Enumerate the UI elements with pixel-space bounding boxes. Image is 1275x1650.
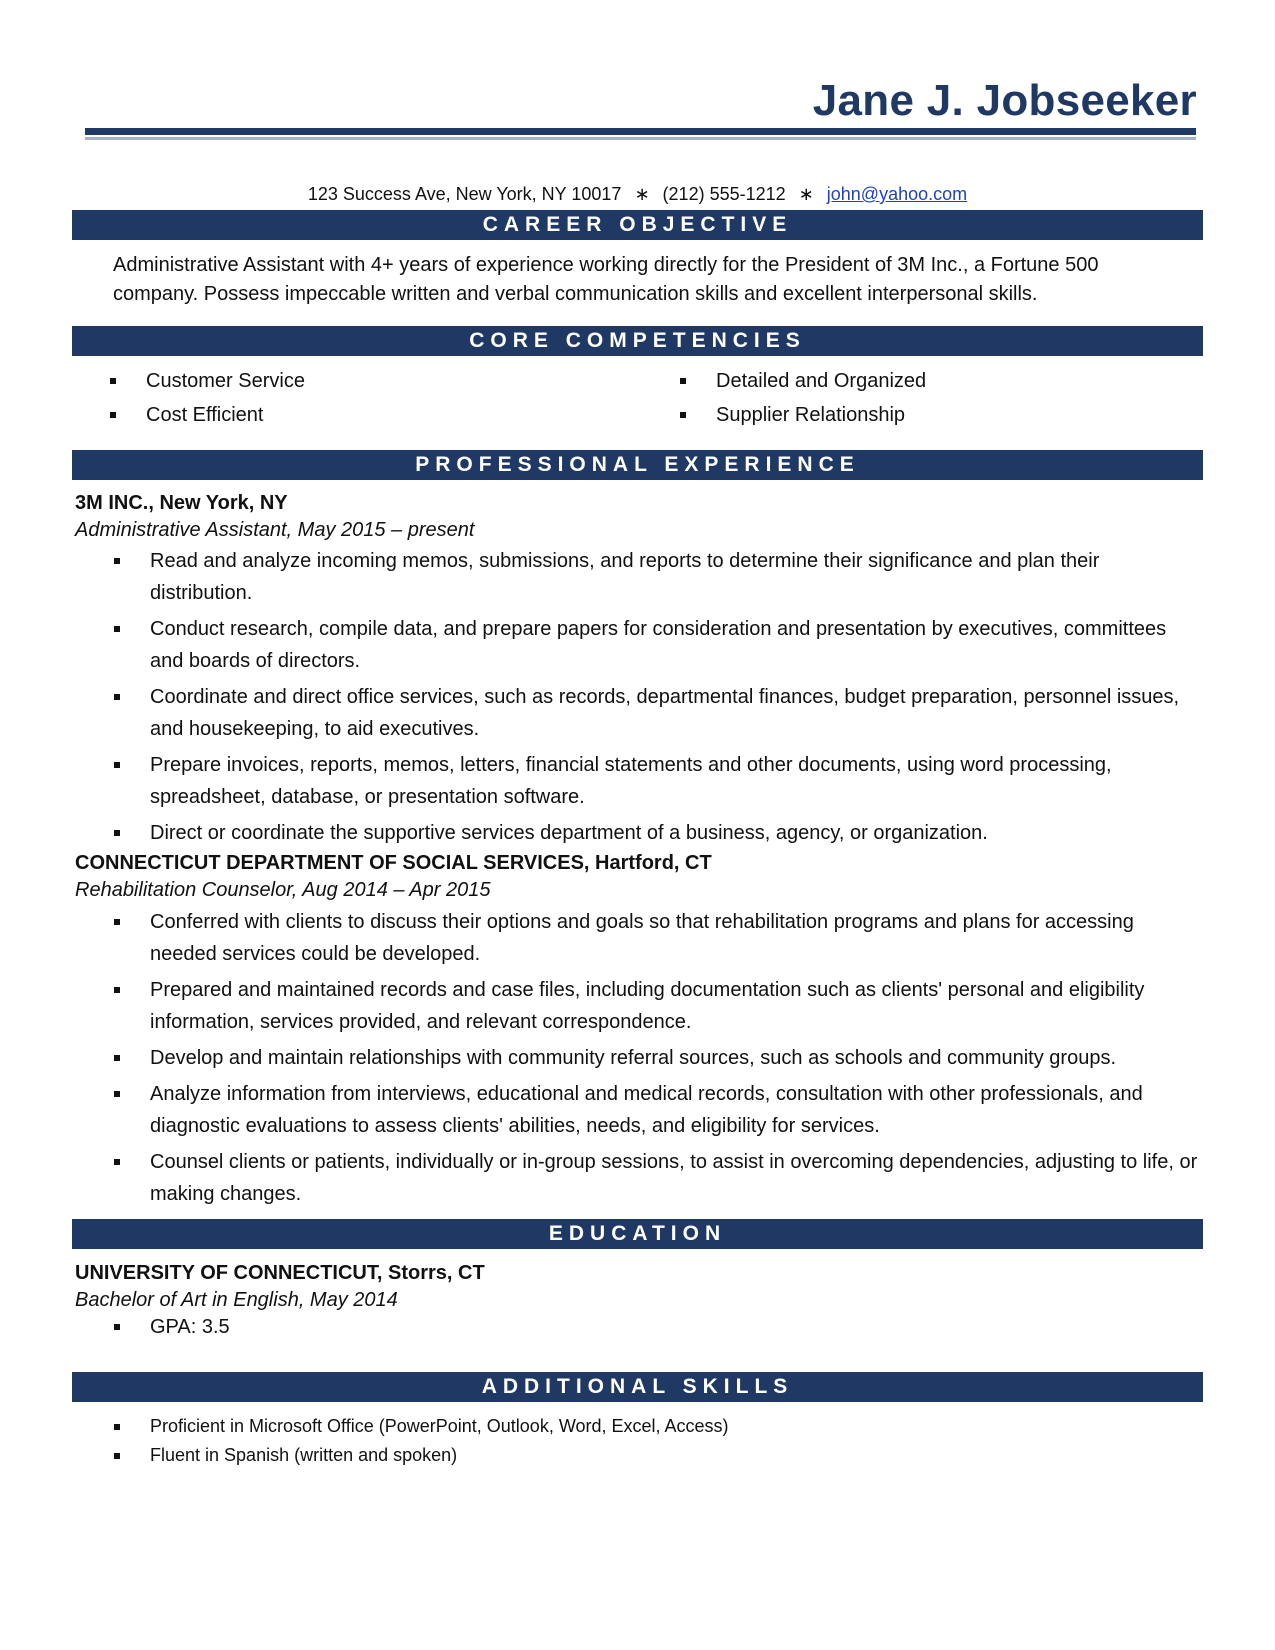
duty-text: Conferred with clients to discuss their options and goals so that rehabilitation programs and plans for accessing needed services could be developed. (150, 911, 1134, 965)
skills-list (114, 1412, 1114, 1470)
list-item (110, 364, 630, 398)
degree: Bachelor of Art in English, May 2014 (75, 1289, 398, 1311)
bullet-icon (680, 412, 686, 418)
skill-text: Proficient in Microsoft Office (PowerPoint, Outlook, Word, Excel, Access) (150, 1416, 729, 1436)
list-item (114, 906, 1204, 970)
competencies-left (110, 364, 630, 432)
job-title: Rehabilitation Counselor, Aug 2014 – Apr 2015 (75, 879, 491, 901)
duty-text: Counsel clients or patients, individually or in-group sessions, to assist in overcoming dependencies, adjusting to life, or making changes. (150, 1151, 1198, 1205)
bullet-icon (114, 1091, 120, 1097)
phone: (212) 555-1212 (662, 184, 786, 204)
bullet-icon (114, 830, 120, 836)
bullet-icon (114, 626, 120, 632)
section-header-competencies: CORE COMPETENCIES (72, 326, 1203, 356)
bullet-icon (114, 987, 120, 993)
list-item (114, 545, 1204, 609)
bullet-icon (680, 378, 686, 384)
bullet-icon (114, 1453, 120, 1459)
list-item (114, 1146, 1204, 1210)
separator-icon: ∗ (798, 184, 814, 204)
employer-heading: CONNECTICUT DEPARTMENT OF SOCIAL SERVICES, Hartford, CT (75, 852, 712, 874)
duty-text: Analyze information from interviews, educational and medical records, consultation with other professionals, and diagnostic evaluations to assess clients' abilities, needs, and eligibility for services. (150, 1083, 1143, 1137)
contact-line (0, 184, 1275, 205)
duty-text: Read and analyze incoming memos, submissions, and reports to determine their significance and plan their distribution. (150, 550, 1100, 604)
duty-text: Prepare invoices, reports, memos, letters, financial statements and other documents, using word processing, spreadsheet, database, or presentation software. (150, 754, 1112, 808)
duty-text: Conduct research, compile data, and prepare papers for consideration and presentation by executives, committees and boards of directors. (150, 618, 1167, 672)
candidate-name: Jane J. Jobseeker (812, 76, 1197, 125)
employer-heading: 3M INC., New York, NY (75, 492, 288, 514)
bullet-icon (114, 558, 120, 564)
duty-text: Direct or coordinate the supportive services department of a business, agency, or organization. (150, 822, 988, 844)
section-header-skills: ADDITIONAL SKILLS (72, 1372, 1203, 1402)
list-item (114, 1412, 1114, 1441)
header-rule-thin (85, 137, 1196, 140)
duty-text: Coordinate and direct office services, such as records, departmental finances, budget preparation, personnel issues, and housekeeping, to aid executives. (150, 686, 1180, 740)
competency: Customer Service (146, 370, 305, 392)
list-item (114, 817, 1204, 849)
list-item (114, 1042, 1204, 1074)
duty-text: Prepared and maintained records and case files, including documentation such as clients' personal and eligibility information, services provided, and relevant correspondence. (150, 979, 1145, 1033)
section-header-objective: CAREER OBJECTIVE (72, 210, 1203, 240)
competency: Supplier Relationship (716, 404, 906, 426)
school-heading: UNIVERSITY OF CONNECTICUT, Storrs, CT (75, 1262, 485, 1284)
list-item (114, 749, 1204, 813)
competency: Detailed and Organized (716, 370, 927, 392)
job-duties-list (114, 545, 1204, 853)
list-item (114, 681, 1204, 745)
education-details-list (114, 1311, 1204, 1347)
email-link[interactable]: john@yahoo.com (826, 184, 968, 204)
skill-text: Fluent in Spanish (written and spoken) (150, 1445, 458, 1465)
bullet-icon (114, 762, 120, 768)
gpa: GPA: 3.5 (150, 1316, 230, 1338)
address: 123 Success Ave, New York, NY 10017 (307, 184, 622, 204)
list-item (114, 974, 1204, 1038)
bullet-icon (114, 919, 120, 925)
objective-text: Administrative Assistant with 4+ years of experience working directly for the President of 3M Inc., a Fortune 500 company. Possess impeccable written and verbal communication skills and excellent interpersonal skills. (113, 254, 1099, 305)
bullet-icon (114, 1159, 120, 1165)
bullet-icon (114, 1324, 120, 1330)
list-item (114, 613, 1204, 677)
bullet-icon (114, 694, 120, 700)
separator-icon: ∗ (634, 184, 650, 204)
section-header-education: EDUCATION (72, 1219, 1203, 1249)
bullet-icon (110, 412, 116, 418)
competency: Cost Efficient (146, 404, 264, 426)
list-item (114, 1441, 1114, 1470)
job-title: Administrative Assistant, May 2015 – present (75, 519, 475, 541)
bullet-icon (114, 1055, 120, 1061)
bullet-icon (110, 378, 116, 384)
header-rule-thick (85, 128, 1196, 135)
list-item (114, 1078, 1204, 1142)
list-item (680, 398, 1160, 432)
competencies-right (680, 364, 1160, 432)
section-header-experience: PROFESSIONAL EXPERIENCE (72, 450, 1203, 480)
job-duties-list (114, 906, 1204, 1214)
list-item (110, 398, 630, 432)
bullet-icon (114, 1424, 120, 1430)
duty-text: Develop and maintain relationships with community referral sources, such as schools and community groups. (150, 1047, 1117, 1069)
list-item (114, 1311, 1204, 1343)
list-item (680, 364, 1160, 398)
